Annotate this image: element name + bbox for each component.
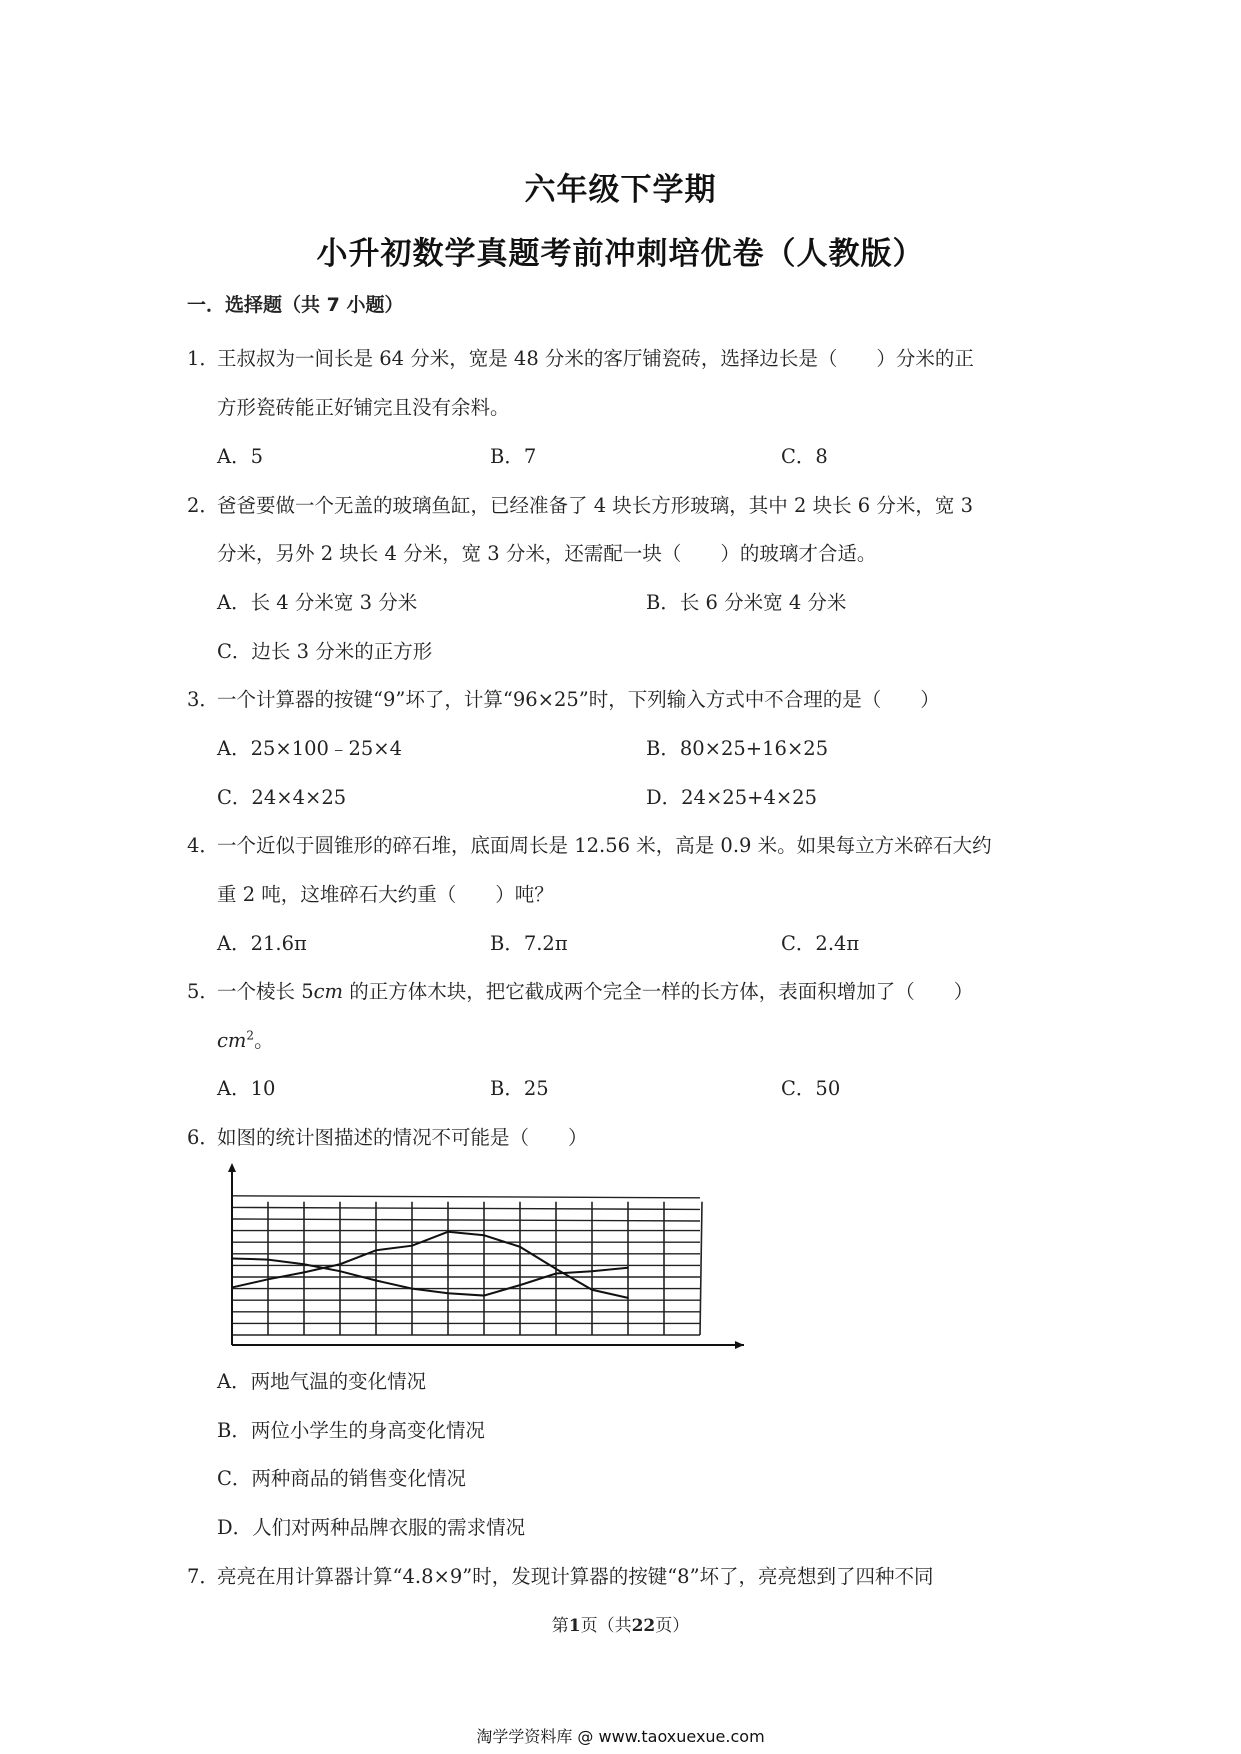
question-number: 7． — [187, 1565, 219, 1588]
option-d[interactable]: D．24×25+4×25 — [646, 786, 817, 809]
data-point — [627, 1267, 629, 1269]
option-b[interactable]: B．80×25+16×25 — [646, 737, 829, 760]
unit-exponent: 2 — [246, 1028, 255, 1043]
option-c[interactable]: C．50 — [781, 1077, 841, 1100]
option-a[interactable]: A．两地气温的变化情况 — [217, 1370, 427, 1393]
option-a[interactable]: A．10 — [217, 1077, 276, 1100]
data-point — [339, 1263, 341, 1265]
page-number: 1 — [568, 1616, 581, 1636]
data-point — [519, 1284, 521, 1286]
y-axis-arrow — [228, 1163, 236, 1172]
question-text-line: 重 2 吨，这堆碎石大约重（ ）吨？ — [217, 883, 554, 906]
footer-text: 页） — [655, 1616, 690, 1636]
question-number: 6． — [187, 1126, 219, 1149]
question-text-line: 爸爸要做一个无盖的玻璃鱼缸，已经准备了 4 块长方形玻璃，其中 2 块长 6 分米，宽 3 — [217, 494, 974, 517]
question-text-line: 方形瓷砖能正好铺完且没有余料。 — [217, 396, 510, 419]
data-point — [483, 1234, 485, 1236]
question-text-line — [217, 976, 973, 1004]
data-point — [555, 1268, 557, 1270]
data-point — [447, 1292, 449, 1294]
question-number: 3． — [187, 688, 219, 711]
option-b[interactable]: B．长 6 分米宽 4 分米 — [646, 591, 847, 614]
data-point — [555, 1273, 557, 1275]
line-chart — [222, 1163, 752, 1353]
question-text-line: 王叔叔为一间长是 64 分米，宽是 48 分米的客厅铺瓷砖，选择边长是（ ）分米的正 — [217, 347, 974, 370]
grid-line-vertical — [700, 1202, 702, 1335]
data-point — [591, 1270, 593, 1272]
option-c[interactable]: C．24×4×25 — [217, 786, 347, 809]
data-point — [339, 1270, 341, 1272]
data-point — [267, 1279, 269, 1281]
option-a[interactable]: A．长 4 分米宽 3 分米 — [217, 591, 418, 614]
question-text-line: 一个近似于圆锥形的碎石堆，底面周长是 12.56 米，高是 0.9 米。如果每立方米碎石大约 — [217, 834, 992, 857]
page-total: 22 — [631, 1616, 656, 1636]
data-point — [375, 1250, 377, 1252]
data-point — [231, 1287, 233, 1289]
option-d[interactable]: D．人们对两种品牌衣服的需求情况 — [217, 1516, 526, 1539]
data-point — [519, 1246, 521, 1248]
option-c[interactable]: C．8 — [781, 445, 828, 468]
page-footer — [0, 1611, 1241, 1636]
data-point — [303, 1272, 305, 1274]
grid-line-horizontal — [232, 1219, 700, 1221]
question-number: 5． — [187, 980, 219, 1003]
question-number: 4． — [187, 834, 219, 857]
grid-line-horizontal — [232, 1196, 700, 1198]
watermark: 淘学学资料库 @ www.taoxuexue.com — [476, 1727, 765, 1746]
page-title: 六年级下学期 — [524, 172, 717, 208]
data-point — [375, 1280, 377, 1282]
option-a[interactable]: A．5 — [217, 445, 263, 468]
option-c[interactable]: C．两种商品的销售变化情况 — [217, 1467, 466, 1490]
unit-text: cm — [217, 1029, 247, 1052]
footer-text: 页（共 — [580, 1616, 632, 1636]
question-number: 2． — [187, 494, 219, 517]
footer-text: 第 — [551, 1616, 569, 1636]
text-fragment: 的正方体木块，把它截成两个完全一样的长方体，表面积增加了（ ） — [343, 980, 974, 1003]
question-number: 1． — [187, 347, 219, 370]
option-b[interactable]: B．两位小学生的身高变化情况 — [217, 1419, 485, 1442]
option-c[interactable]: C．边长 3 分米的正方形 — [217, 640, 433, 663]
data-point — [627, 1297, 629, 1299]
text-fragment: 一个棱长 5 — [217, 980, 314, 1003]
data-point — [483, 1295, 485, 1297]
option-b[interactable]: B．7 — [490, 445, 537, 468]
option-a[interactable]: A．25×100﹣25×4 — [217, 737, 403, 760]
data-point — [447, 1231, 449, 1233]
option-b[interactable]: B．7.2π — [490, 932, 568, 955]
option-a[interactable]: A．21.6π — [217, 932, 307, 955]
grid-line-horizontal — [232, 1207, 700, 1209]
text-fragment: 。 — [254, 1029, 274, 1052]
section-heading: 一．选择题（共 7 小题） — [187, 294, 404, 316]
unit-text: cm — [313, 980, 344, 1003]
question-text-line: 分米，另外 2 块长 4 分米，宽 3 分米，还需配一块（ ）的玻璃才合适。 — [217, 542, 877, 565]
option-c[interactable]: C．2.4π — [781, 932, 860, 955]
data-point — [303, 1263, 305, 1265]
option-b[interactable]: B．25 — [490, 1077, 549, 1100]
data-point — [411, 1245, 413, 1247]
question-text-line: 如图的统计图描述的情况不可能是（ ） — [217, 1126, 588, 1149]
data-point — [411, 1288, 413, 1290]
question-text-line: 亮亮在用计算器计算“4.8×9”时，发现计算器的按键“8”坏了，亮亮想到了四种不同 — [217, 1565, 934, 1588]
question-text-line — [217, 1025, 274, 1053]
page-subtitle: 小升初数学真题考前冲刺培优卷（人教版） — [316, 236, 925, 272]
x-axis-arrow — [735, 1341, 744, 1349]
question-text-line: 一个计算器的按键“9”坏了，计算“96×25”时，下列输入方式中不合理的是（ ） — [217, 688, 940, 711]
data-point — [231, 1258, 233, 1260]
data-point — [591, 1289, 593, 1291]
data-point — [267, 1259, 269, 1261]
